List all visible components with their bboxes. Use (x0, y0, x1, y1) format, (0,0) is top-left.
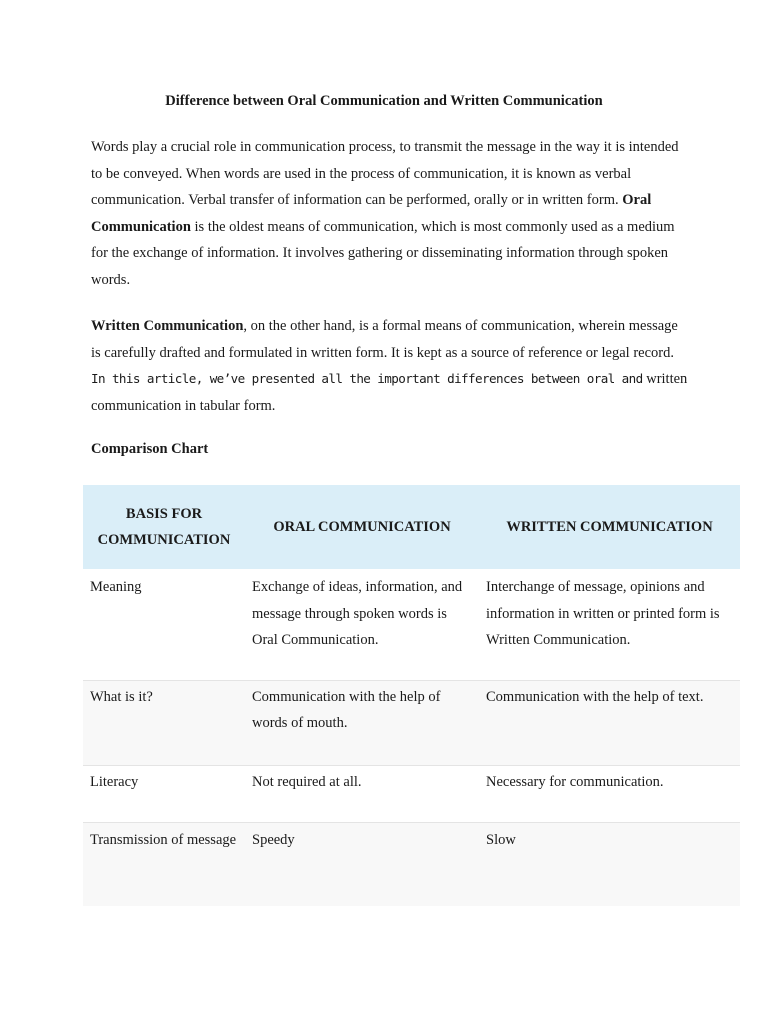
cell-written: Slow (479, 822, 740, 906)
comparison-chart-heading: Comparison Chart (91, 441, 209, 457)
header-oral: ORAL COMMUNICATION (245, 485, 479, 569)
cell-written: Interchange of message, opinions and information in written or printed form is Written Communication. (486, 579, 720, 648)
table-row (83, 822, 740, 906)
header-written: WRITTEN COMMUNICATION (479, 485, 740, 569)
table-row (83, 569, 740, 680)
cell-basis: Literacy (90, 773, 139, 790)
written-text-3: written communication in tabular form. (91, 371, 688, 414)
oral-communication-term: Oral Communication (91, 192, 652, 235)
intro-text-1: Words play a crucial role in communication process, to transmit the message in the way it is intended to be conveyed. When words are used in the process of communication, it is known as verbal communication. Verbal transfer of information can be performed, orally or in written form. (91, 139, 679, 208)
cell-oral: Not required at all. (252, 773, 362, 790)
table-row (83, 680, 740, 765)
written-text-2: In this article, we’ve presented all the important differences between oral and (91, 371, 643, 386)
cell-written: Necessary for communication. (486, 773, 664, 790)
written-communication-term: Written Communication (91, 318, 244, 334)
intro-paragraph (91, 134, 691, 293)
cell-oral: Exchange of ideas, information, and message through spoken words is Oral Communication. (252, 579, 463, 648)
table-row (83, 765, 740, 822)
cell-oral: Speedy (245, 822, 479, 906)
intro-text-2: is the oldest means of communication, which is most commonly used as a medium for the exchange of information. It involves gathering or disseminating information through spoken words. (91, 218, 675, 288)
cell-oral: Communication with the help of words of mouth. (245, 680, 479, 765)
cell-basis: What is it? (83, 680, 245, 765)
written-text-1: , on the other hand, is a formal means of communication, wherein message is carefully drafted and formulated in written form. It is kept as a source of reference or legal record. (91, 318, 678, 361)
cell-written: Communication with the help of text. (479, 680, 740, 765)
written-paragraph (91, 313, 691, 419)
comparison-table (83, 485, 740, 906)
header-basis: BASIS FOR COMMUNICATION (83, 485, 245, 569)
table-header-row (83, 485, 740, 569)
document-title: Difference between Oral Communication and Written Communication (165, 93, 603, 109)
cell-basis: Meaning (90, 579, 142, 595)
cell-basis: Transmission of message (83, 822, 245, 906)
